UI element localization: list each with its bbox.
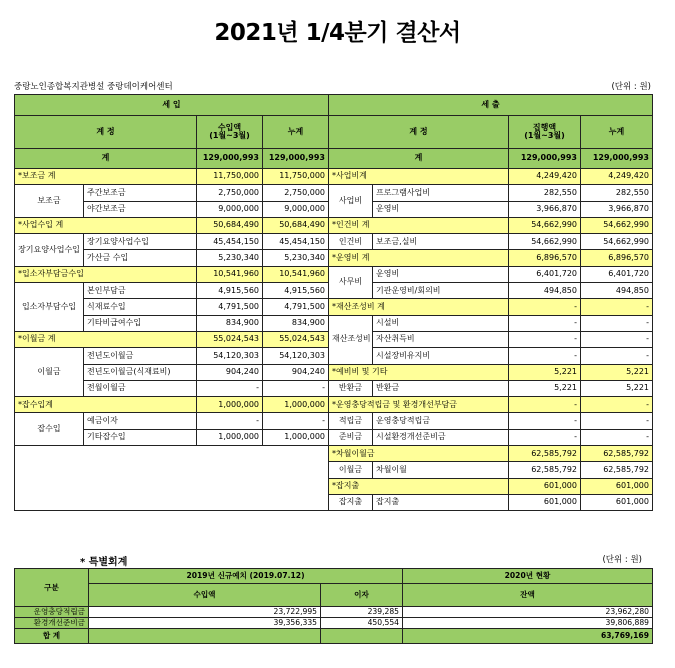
expense-item-amount: - [509,413,581,429]
expense-section-label: *잡지출 [329,478,509,494]
expense-item-cum: 3,966,870 [581,201,653,217]
expense-item-name: 운영충당적립금 [373,413,509,429]
revenue-filler [15,446,329,511]
special-row-name: 운영충당적립금 [15,607,89,618]
revenue-item-amount: - [197,413,263,429]
organization-name: 중랑노인종합복지관병설 중랑데이케어센터 [14,82,173,92]
revenue-section-label: *사업수입 계 [15,217,197,233]
expense-item-amount: - [509,348,581,364]
revenue-col-cum: 누계 [263,116,329,149]
revenue-item-amount: 9,000,000 [197,201,263,217]
revenue-group-label: 입소자부담수입 [15,283,84,332]
revenue-item-name: 기타잡수입 [84,429,197,445]
special-col-interest: 이자 [321,584,403,607]
special-col-balance: 잔액 [403,584,653,607]
revenue-item-name: 본인부담금 [84,283,197,299]
expense-item-amount: 3,966,870 [509,201,581,217]
special-col-deposit: 수입액 [89,584,321,607]
expense-group-label: 잡지출 [329,494,373,510]
expense-item-amount: 601,000 [509,494,581,510]
table-row [15,446,653,462]
revenue-item-amount: 45,454,150 [197,234,263,250]
expense-item-amount: 494,850 [509,283,581,299]
table-row [15,413,653,429]
revenue-item-cum: 4,915,560 [263,283,329,299]
revenue-group-label: 보조금 [15,185,84,218]
special-row-balance: 39,806,889 [403,618,653,629]
special-row-name: 환경개선준비금 [15,618,89,629]
revenue-item-cum: 4,791,500 [263,299,329,315]
expense-item-name: 시설환경개선준비금 [373,429,509,445]
revenue-item-name: 가산금 수입 [84,250,197,266]
settlement-table [14,94,653,511]
expense-item-name: 시설장비유지비 [373,348,509,364]
expense-section-label: *운영비 계 [329,250,509,266]
table-row [15,299,653,315]
expense-item-name: 보조금,실비 [373,234,509,250]
expense-col-cum: 누계 [581,116,653,149]
revenue-section-cum: 50,684,490 [263,217,329,233]
special-total-label: 합 계 [15,629,89,644]
revenue-section-cum: 1,000,000 [263,397,329,413]
expense-group-label: 적립금 [329,413,373,429]
expense-item-cum: 282,550 [581,185,653,201]
expense-item-cum: - [581,429,653,445]
revenue-total-label: 계 [15,149,197,169]
revenue-item-cum: 9,000,000 [263,201,329,217]
revenue-section-amount: 10,541,960 [197,266,263,282]
expense-section-cum: 54,662,990 [581,217,653,233]
expense-item-cum: 54,662,990 [581,234,653,250]
revenue-header: 세 입 [15,95,329,116]
revenue-item-cum: 45,454,150 [263,234,329,250]
special-row-deposit: 23,722,995 [89,607,321,618]
table-row [15,185,653,201]
table-row [15,397,653,413]
revenue-item-name: 야간보조금 [84,201,197,217]
revenue-item-name: 전년도이월금 [84,348,197,364]
column-header-row [15,116,653,149]
page-title: 2021년 1/4분기 결산서 [214,20,461,46]
expense-group-label: 이월금 [329,462,373,478]
revenue-section-label: *보조금 계 [15,169,197,185]
total-row [15,149,653,169]
expense-section-amount: - [509,299,581,315]
expense-section-label: *사업비계 [329,169,509,185]
table-row [15,250,653,266]
expense-total-cum: 129,000,993 [581,149,653,169]
expense-group-label: 사무비 [329,266,373,299]
expense-total-amount: 129,000,993 [509,149,581,169]
expense-item-name: 자산취득비 [373,331,509,347]
revenue-item-name: 주간보조금 [84,185,197,201]
expense-item-cum: - [581,413,653,429]
revenue-item-name: 장기요양사업수입 [84,234,197,250]
special-row-deposit: 39,356,335 [89,618,321,629]
revenue-section-cum: 55,024,543 [263,331,329,347]
expense-item-name: 운영비 [373,266,509,282]
revenue-item-amount: 4,915,560 [197,283,263,299]
expense-section-amount: 62,585,792 [509,446,581,462]
revenue-section-amount: 11,750,000 [197,169,263,185]
revenue-section-cum: 11,750,000 [263,169,329,185]
expense-item-cum: 62,585,792 [581,462,653,478]
expense-section-cum: - [581,397,653,413]
expense-header: 세 출 [329,95,653,116]
expense-section-label: *인건비 계 [329,217,509,233]
expense-group-label: 재산조성비 [329,315,373,364]
expense-item-cum: 6,401,720 [581,266,653,282]
table-row [15,266,653,282]
revenue-section-label: *입소자부담금수입 [15,266,197,282]
expense-section-amount: 6,896,570 [509,250,581,266]
expense-item-amount: - [509,315,581,331]
expense-col-amount: 집행액 (1월~3월) [509,116,581,149]
revenue-item-cum: 54,120,303 [263,348,329,364]
special-row-interest: 239,285 [321,607,403,618]
expense-section-cum: 601,000 [581,478,653,494]
revenue-section-amount: 55,024,543 [197,331,263,347]
expense-item-name: 프로그램사업비 [373,185,509,201]
special-row [15,607,653,618]
expense-section-amount: - [509,397,581,413]
expense-item-amount: 5,221 [509,380,581,396]
revenue-item-cum: 2,750,000 [263,185,329,201]
expense-item-cum: 5,221 [581,380,653,396]
revenue-item-amount: 54,120,303 [197,348,263,364]
special-total-interest [321,629,403,644]
table-row [15,429,653,445]
expense-group-label: 준비금 [329,429,373,445]
table-row [15,380,653,396]
table-row [15,217,653,233]
revenue-item-name: 예금이자 [84,413,197,429]
expense-item-name: 기관운영비/회의비 [373,283,509,299]
special-header-row [15,569,653,584]
expense-section-amount: 5,221 [509,364,581,380]
expense-group-label: 반환금 [329,380,373,396]
table-row [15,315,653,331]
expense-section-amount: 601,000 [509,478,581,494]
expense-group-label: 인건비 [329,234,373,250]
expense-item-cum: 494,850 [581,283,653,299]
revenue-item-name: 기타비급여수입 [84,315,197,331]
expense-item-name: 운영비 [373,201,509,217]
special-unit-label: (단위 : 원) [602,555,642,565]
revenue-item-cum: - [263,413,329,429]
revenue-section-cum: 10,541,960 [263,266,329,282]
revenue-total-amount: 129,000,993 [197,149,263,169]
special-col-2020: 2020년 현황 [403,569,653,584]
revenue-item-amount: 904,240 [197,364,263,380]
revenue-item-name: 식재료수입 [84,299,197,315]
expense-item-amount: 6,401,720 [509,266,581,282]
special-subheader-row [15,584,653,607]
revenue-item-amount: 5,230,340 [197,250,263,266]
special-total-row [15,629,653,644]
revenue-item-cum: 904,240 [263,364,329,380]
revenue-item-cum: - [263,380,329,396]
unit-label: (단위 : 원) [611,82,651,92]
revenue-item-cum: 1,000,000 [263,429,329,445]
expense-section-cum: 6,896,570 [581,250,653,266]
expense-item-amount: 282,550 [509,185,581,201]
expense-item-amount: - [509,429,581,445]
expense-section-cum: - [581,299,653,315]
revenue-section-amount: 1,000,000 [197,397,263,413]
revenue-group-label: 장기요양사업수입 [15,234,84,267]
expense-section-cum: 4,249,420 [581,169,653,185]
expense-section-label: *차월이월금 [329,446,509,462]
expense-total-label: 계 [329,149,509,169]
expense-section-cum: 62,585,792 [581,446,653,462]
revenue-item-cum: 834,900 [263,315,329,331]
revenue-group-label: 잡수입 [15,413,84,446]
revenue-section-label: *이월금 계 [15,331,197,347]
expense-item-name: 반환금 [373,380,509,396]
table-row [15,234,653,250]
expense-item-cum: - [581,331,653,347]
revenue-item-amount: 2,750,000 [197,185,263,201]
special-account-table [14,568,653,644]
expense-section-label: *운영충당적립금 및 환경개선부담금 [329,397,509,413]
revenue-item-amount: 1,000,000 [197,429,263,445]
expense-section-label: *예비비 및 기타 [329,364,509,380]
expense-item-amount: 54,662,990 [509,234,581,250]
revenue-item-name: 전월이월금 [84,380,197,396]
revenue-item-amount: - [197,380,263,396]
expense-col-account: 계 정 [329,116,509,149]
expense-group-label: 사업비 [329,185,373,218]
revenue-item-amount: 4,791,500 [197,299,263,315]
special-row-interest: 450,554 [321,618,403,629]
revenue-section-label: *잡수입계 [15,397,197,413]
revenue-item-amount: 834,900 [197,315,263,331]
table-row [15,364,653,380]
expense-section-cum: 5,221 [581,364,653,380]
special-account-caption: * 특별회계 [80,557,128,568]
expense-item-amount: 62,585,792 [509,462,581,478]
table-row [15,169,653,185]
header-row [15,95,653,116]
revenue-item-cum: 5,230,340 [263,250,329,266]
expense-item-cum: 601,000 [581,494,653,510]
expense-section-amount: 4,249,420 [509,169,581,185]
special-col-2019: 2019년 신규예치 (2019.07.12) [89,569,403,584]
revenue-col-amount: 수입액 (1월~3월) [197,116,263,149]
expense-section-label: *재산조성비 계 [329,299,509,315]
expense-item-cum: - [581,315,653,331]
special-total-deposit [89,629,321,644]
expense-item-amount: - [509,331,581,347]
revenue-item-name: 전년도이월금(식재료비) [84,364,197,380]
expense-item-cum: - [581,348,653,364]
special-total-balance: 63,769,169 [403,629,653,644]
expense-item-name: 시설비 [373,315,509,331]
expense-item-name: 차월이월 [373,462,509,478]
special-row-balance: 23,962,280 [403,607,653,618]
revenue-group-label: 이월금 [15,348,84,397]
revenue-section-amount: 50,684,490 [197,217,263,233]
revenue-col-account: 계 정 [15,116,197,149]
revenue-total-cum: 129,000,993 [263,149,329,169]
expense-item-name: 잡지출 [373,494,509,510]
special-row [15,618,653,629]
expense-section-amount: 54,662,990 [509,217,581,233]
special-col-category: 구분 [15,569,89,607]
